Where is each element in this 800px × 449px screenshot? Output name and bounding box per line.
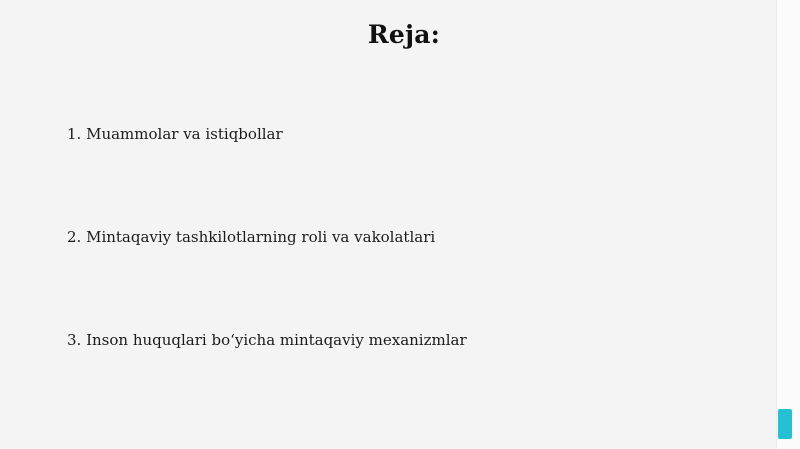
plan-item-1: 1. Muammolar va istiqbollar bbox=[67, 125, 283, 143]
plan-item-3: 3. Inson huquqlari bo‘yicha mintaqaviy mexanizmlar bbox=[67, 331, 467, 349]
slide-title: Reja: bbox=[367, 20, 441, 49]
scrollbar-thumb[interactable] bbox=[778, 409, 792, 439]
scrollbar-track[interactable] bbox=[776, 0, 800, 449]
plan-item-2: 2. Mintaqaviy tashkilotlarning roli va vakolatlari bbox=[67, 228, 436, 246]
